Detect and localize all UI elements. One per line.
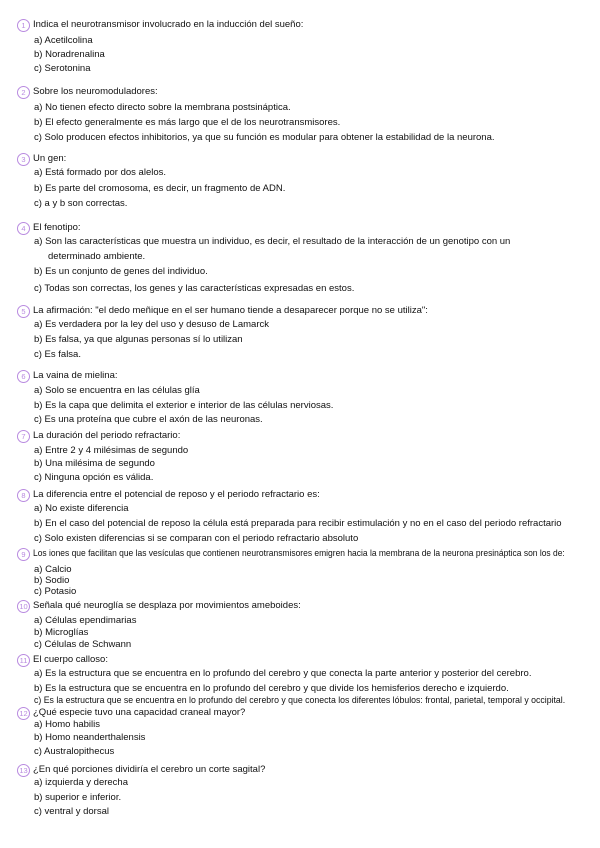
question-number-icon: 8 xyxy=(17,489,30,502)
answer-option: b) Es la estructura que se encuentra en lo profundo del cerebro y que divide los hemisferios derecho e izquierdo. xyxy=(34,683,509,694)
answer-option: b) superior e inferior. xyxy=(34,792,122,803)
question-text: El cuerpo calloso: xyxy=(33,654,108,665)
question-text: La diferencia entre el potencial de reposo y el periodo refractario es: xyxy=(33,489,320,500)
answer-option: b) Una milésima de segundo xyxy=(34,458,155,469)
question-number-icon: 3 xyxy=(17,153,30,166)
question-number-icon: 1 xyxy=(17,19,30,32)
question-number-icon: 13 xyxy=(17,764,30,777)
answer-option: a) Calcio xyxy=(34,564,72,575)
question-text: ¿En qué porciones dividiría el cerebro un corte sagital? xyxy=(33,764,266,775)
answer-option: c) Solo producen efectos inhibitorios, ya que su función es modular para obtener la estabilidad de la neurona. xyxy=(34,132,495,143)
question-text: La vaina de mielina: xyxy=(33,370,118,381)
answer-option: c) Australopithecus xyxy=(34,746,115,757)
question-number-icon: 6 xyxy=(17,370,30,383)
answer-option: b) Es falsa, ya que algunas personas sí lo utilizan xyxy=(34,334,243,345)
answer-option: a) Acetilcolina xyxy=(34,35,93,46)
question-number-icon: 4 xyxy=(17,222,30,235)
question-text: Indica el neurotransmisor involucrado en la inducción del sueño: xyxy=(33,19,304,30)
answer-option: a) Homo habilis xyxy=(34,719,100,730)
answer-option: a) Está formado por dos alelos. xyxy=(34,167,167,178)
question-text: Un gen: xyxy=(33,153,67,164)
answer-option: a) Células ependimarias xyxy=(34,615,137,626)
question-text: Los iones que facilitan que las vesículas que contienen neurotransmisores emigren hacia la membrana de la neurona presináptica son los de: xyxy=(33,548,565,559)
answer-option: b) Sodio xyxy=(34,575,70,586)
answer-option: c) Células de Schwann xyxy=(34,639,132,650)
answer-option: a) Es verdadera por la ley del uso y desuso de Lamarck xyxy=(34,319,269,330)
answer-option: b) Es un conjunto de genes del individuo. xyxy=(34,266,208,277)
question-text: La duración del periodo refractario: xyxy=(33,430,181,441)
question-number-icon: 12 xyxy=(17,707,30,720)
question-number-icon: 11 xyxy=(17,654,30,667)
question-number-icon: 5 xyxy=(17,305,30,318)
question-text: ¿Qué especie tuvo una capacidad craneal mayor? xyxy=(33,707,246,718)
answer-option: c) Todas son correctas, los genes y las características expresadas en estos. xyxy=(34,283,355,294)
answer-option: a) izquierda y derecha xyxy=(34,777,128,788)
question-number-icon: 2 xyxy=(17,86,30,99)
answer-option: a) No existe diferencia xyxy=(34,503,129,514)
answer-option: c) Es la estructura que se encuentra en lo profundo del cerebro y que conecta los diferentes lóbulos: frontal, parietal, temporal y occipital. xyxy=(34,695,566,706)
answer-option: a) Es la estructura que se encuentra en lo profundo del cerebro y que conecta la parte anterior y posterior del cerebro. xyxy=(34,668,532,679)
answer-option: b) En el caso del potencial de reposo la célula está preparada para recibir estimulación y no en el caso del periodo refractario xyxy=(34,518,562,529)
answer-option: b) Homo neanderthalensis xyxy=(34,732,146,743)
question-text: La afirmación: "el dedo meñique en el ser humano tiende a desaparecer porque no se utiliza": xyxy=(33,305,428,316)
question-number-icon: 9 xyxy=(17,548,30,561)
question-text: Señala qué neuroglía se desplaza por movimientos ameboides: xyxy=(33,600,301,611)
answer-option: a) No tienen efecto directo sobre la membrana postsináptica. xyxy=(34,102,291,113)
answer-option: c) Serotonina xyxy=(34,63,91,74)
answer-option: c) a y b son correctas. xyxy=(34,198,128,209)
answer-option: b) Es la capa que delimita el exterior e interior de las células nerviosas. xyxy=(34,400,334,411)
question-number-icon: 10 xyxy=(17,600,30,613)
answer-option: a) Entre 2 y 4 milésimas de segundo xyxy=(34,445,189,456)
question-number-icon: 7 xyxy=(17,430,30,443)
answer-option: c) Es falsa. xyxy=(34,349,81,360)
answer-option: c) Es una proteína que cubre el axón de las neuronas. xyxy=(34,414,263,425)
question-text: Sobre los neuromoduladores: xyxy=(33,86,158,97)
answer-option: c) Solo existen diferencias si se comparan con el periodo refractario absoluto xyxy=(34,533,359,544)
answer-option: b) El efecto generalmente es más largo que el de los neurotransmisores. xyxy=(34,117,341,128)
answer-option: a) Son las características que muestra un individuo, es decir, el resultado de la interacción de un genotipo con un xyxy=(34,236,511,247)
answer-option: b) Noradrenalina xyxy=(34,49,105,60)
answer-option-continuation: determinado ambiente. xyxy=(48,251,146,262)
answer-option: c) ventral y dorsal xyxy=(34,806,109,817)
answer-option: c) Ninguna opción es válida. xyxy=(34,472,154,483)
answer-option: a) Solo se encuentra en las células glía xyxy=(34,385,200,396)
question-text: El fenotipo: xyxy=(33,222,81,233)
answer-option: c) Potasio xyxy=(34,586,77,597)
answer-option: b) Es parte del cromosoma, es decir, un fragmento de ADN. xyxy=(34,183,286,194)
answer-option: b) Microglías xyxy=(34,627,89,638)
